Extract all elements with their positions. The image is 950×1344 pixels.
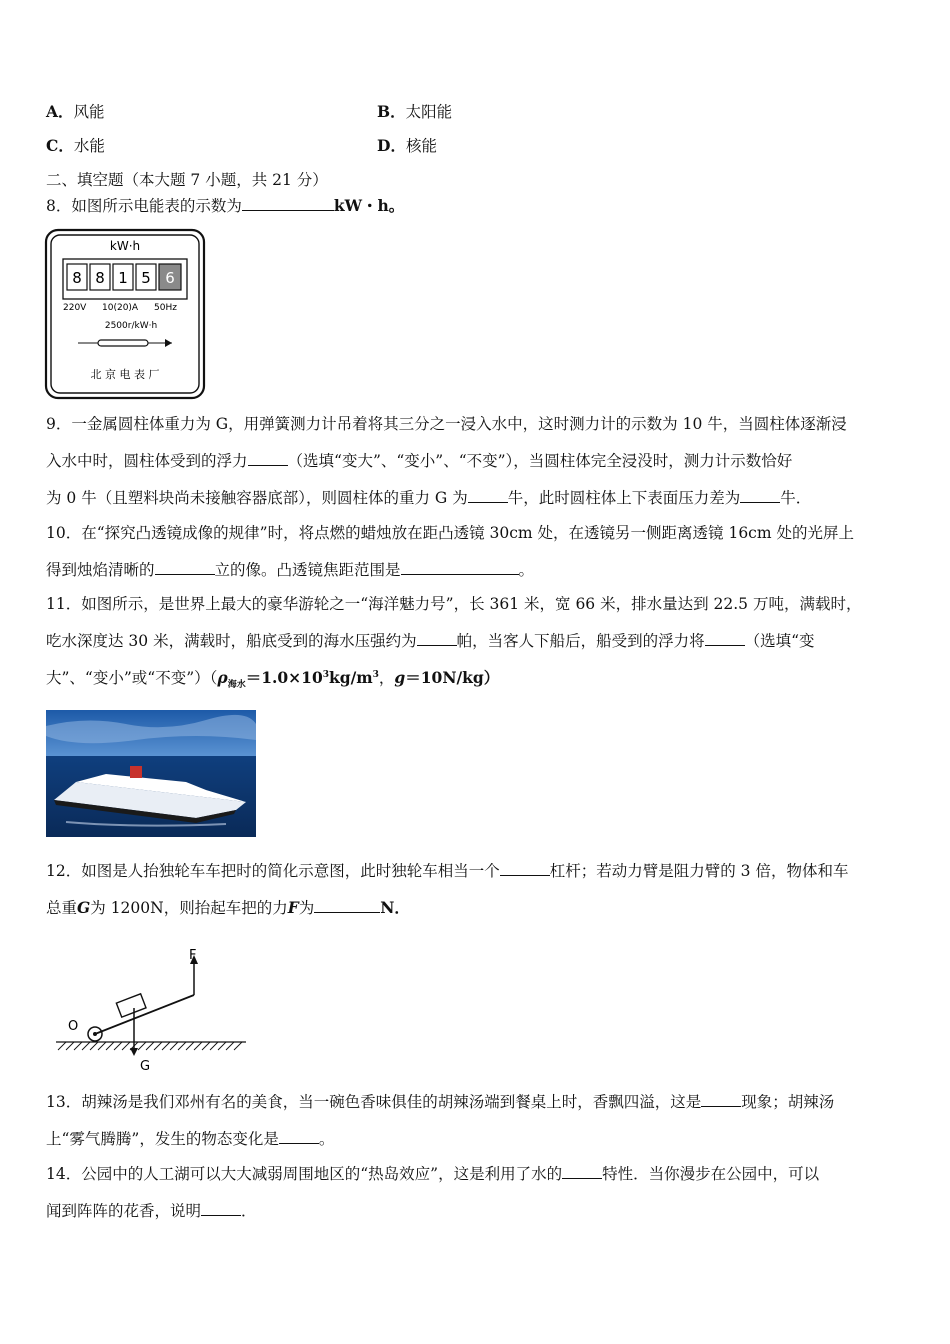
answer-blank[interactable] xyxy=(701,1092,741,1107)
g-value: ＝10N/kg） xyxy=(405,668,500,687)
option-a xyxy=(46,102,105,122)
q13-text: 现象；胡辣汤 xyxy=(741,1093,835,1111)
option-letter: B． xyxy=(377,102,406,121)
q13-line-1 xyxy=(46,1092,834,1112)
label-o: O xyxy=(68,1019,79,1034)
answer-blank[interactable] xyxy=(248,451,288,466)
q13-text: 13．胡辣汤是我们邓州有名的美食，当一碗色香味俱佳的胡辣汤端到餐桌上时，香飘四溢，这是 xyxy=(46,1093,702,1111)
q11-text: （选填“变 xyxy=(744,632,815,650)
option-text: 太阳能 xyxy=(405,103,453,121)
answer-blank[interactable] xyxy=(279,1129,319,1144)
q9-text: 为 0 牛（且塑料块尚未接触容器底部），则圆柱体的重力 G 为 xyxy=(46,489,468,507)
rho-symbol: ρ xyxy=(217,668,228,687)
cruise-ship-photo xyxy=(46,710,256,837)
answer-blank[interactable] xyxy=(417,631,457,646)
meter-frequency: 50Hz xyxy=(154,303,177,313)
meter-digit: 5 xyxy=(141,269,151,287)
separator: ， xyxy=(378,669,395,687)
answer-blank[interactable] xyxy=(201,1201,241,1216)
meter-digit: 1 xyxy=(118,269,128,287)
option-text: 水能 xyxy=(73,137,105,155)
q9-text: 牛，此时圆柱体上下表面压力差为 xyxy=(507,489,741,507)
q11-text: 大”、“变小”或“不变”）（ xyxy=(46,669,218,687)
electric-meter-figure xyxy=(44,228,206,400)
q11-text: 吃水深度达 30 米，满载时，船底受到的海水压强约为 xyxy=(46,632,417,650)
q11-text: 帕，当客人下船后，船受到的浮力将 xyxy=(456,632,705,650)
meter-current: 10(20)A xyxy=(102,303,139,313)
label-f: F xyxy=(189,948,197,963)
meter-digit: 8 xyxy=(95,269,105,287)
ship-funnel xyxy=(130,766,142,778)
q14-line-1 xyxy=(46,1164,819,1184)
q12-text: 为 xyxy=(298,899,315,917)
q13-text: 上“雾气腾腾”，发生的物态变化是 xyxy=(46,1130,279,1148)
option-letter: A． xyxy=(46,102,74,121)
q13-text: 。 xyxy=(318,1130,335,1148)
q9-line-1: 9．一金属圆柱体重力为 G，用弹簧测力计吊着将其三分之一浸入水中，这时测力计的示数为 10 牛，当圆柱体逐渐浸 xyxy=(46,415,847,433)
rho-subscript: 海水 xyxy=(227,680,246,691)
q9-line-2 xyxy=(46,451,792,471)
answer-blank[interactable] xyxy=(705,631,745,646)
option-b xyxy=(377,102,452,122)
q14-text: 14．公园中的人工湖可以大大减弱周围地区的“热岛效应”，这是利用了水的 xyxy=(46,1165,563,1183)
answer-blank[interactable] xyxy=(314,898,380,913)
meter-unit: kW·h xyxy=(109,239,141,253)
q14-text: 闻到阵阵的花香，说明 xyxy=(46,1202,202,1220)
option-text: 风能 xyxy=(73,103,105,121)
q14-line-2 xyxy=(46,1201,257,1221)
q12-unit: N． xyxy=(380,898,410,917)
f-symbol: F xyxy=(287,898,299,917)
q8-text: 8．如图所示电能表的示数为 xyxy=(46,197,242,215)
g-symbol: g xyxy=(394,668,406,687)
option-d xyxy=(377,136,437,156)
q12-line-1 xyxy=(46,861,848,881)
label-g: G xyxy=(140,1059,151,1074)
exponent: 3 xyxy=(322,669,329,680)
q12-text: 总重 xyxy=(46,899,78,917)
option-letter: C． xyxy=(46,136,74,155)
question-8 xyxy=(46,196,404,216)
q14-text: 特性．当你漫步在公园中，可以 xyxy=(602,1165,820,1183)
q12-line-2 xyxy=(46,898,410,918)
barrow-frame xyxy=(95,995,194,1034)
q12-text: 杠杆；若动力臂是阻力臂的 3 倍，物体和车 xyxy=(549,862,849,880)
answer-blank[interactable] xyxy=(562,1164,602,1179)
q10-line-2 xyxy=(46,560,534,580)
q10-text: 立的像。凸透镜焦距范围是 xyxy=(214,561,401,579)
density-value: ＝1.0×10 xyxy=(245,668,323,687)
q9-text: （选填“变大”、“变小”、“不变”），当圆柱体完全浸没时，测力计示数恰好 xyxy=(287,452,793,470)
gravity-arrow xyxy=(130,1048,138,1056)
q8-unit: kW・h。 xyxy=(333,196,405,215)
option-text: 核能 xyxy=(405,137,437,155)
answer-blank[interactable] xyxy=(242,196,334,211)
q13-line-2 xyxy=(46,1129,334,1149)
q9-line-3 xyxy=(46,488,811,508)
exponent: 3 xyxy=(372,669,379,680)
answer-blank[interactable] xyxy=(740,488,780,503)
q12-text: 12．如图是人抬独轮车车把时的简化示意图，此时独轮车相当一个 xyxy=(46,862,500,880)
meter-revolutions: 2500r/kW·h xyxy=(104,321,158,331)
g-symbol: G xyxy=(77,898,91,917)
q11-line-1: 11．如图所示，是世界上最大的豪华游轮之一“海洋魅力号”，长 361 米，宽 66 米，排水量达到 22.5 万吨，满载时， xyxy=(46,595,862,613)
q14-text: ． xyxy=(241,1202,257,1220)
q10-text: 得到烛焰清晰的 xyxy=(46,561,155,579)
wheelbarrow-lever-diagram xyxy=(54,942,254,1074)
q10-line-1: 10．在“探究凸透镜成像的规律”时，将点燃的蜡烛放在距凸透镜 30cm 处，在透镜另一侧距离透镜 16cm 处的光屏上 xyxy=(46,524,854,542)
meter-digit-decimal: 6 xyxy=(165,269,175,287)
q11-line-2 xyxy=(46,631,815,651)
load-box xyxy=(116,994,146,1017)
answer-blank[interactable] xyxy=(500,861,550,876)
option-letter: D． xyxy=(377,136,406,155)
answer-blank[interactable] xyxy=(155,560,215,575)
answer-blank[interactable] xyxy=(468,488,508,503)
q11-line-3 xyxy=(46,668,500,691)
option-c xyxy=(46,136,105,156)
density-unit: kg/m xyxy=(329,668,373,687)
answer-blank[interactable] xyxy=(401,560,519,575)
q9-text: 入水中时，圆柱体受到的浮力 xyxy=(46,452,248,470)
meter-digit: 8 xyxy=(72,269,82,287)
meter-voltage: 220V xyxy=(63,303,87,313)
meter-rotor-window xyxy=(98,340,148,346)
meter-maker: 北 京 电 表 厂 xyxy=(90,368,160,381)
q9-text: 牛． xyxy=(780,489,812,507)
q12-text: 为 1200N，则抬起车把的力 xyxy=(90,899,288,917)
section-title: 二、填空题（本大题 7 小题，共 21 分） xyxy=(46,171,328,189)
q10-text: 。 xyxy=(518,561,535,579)
